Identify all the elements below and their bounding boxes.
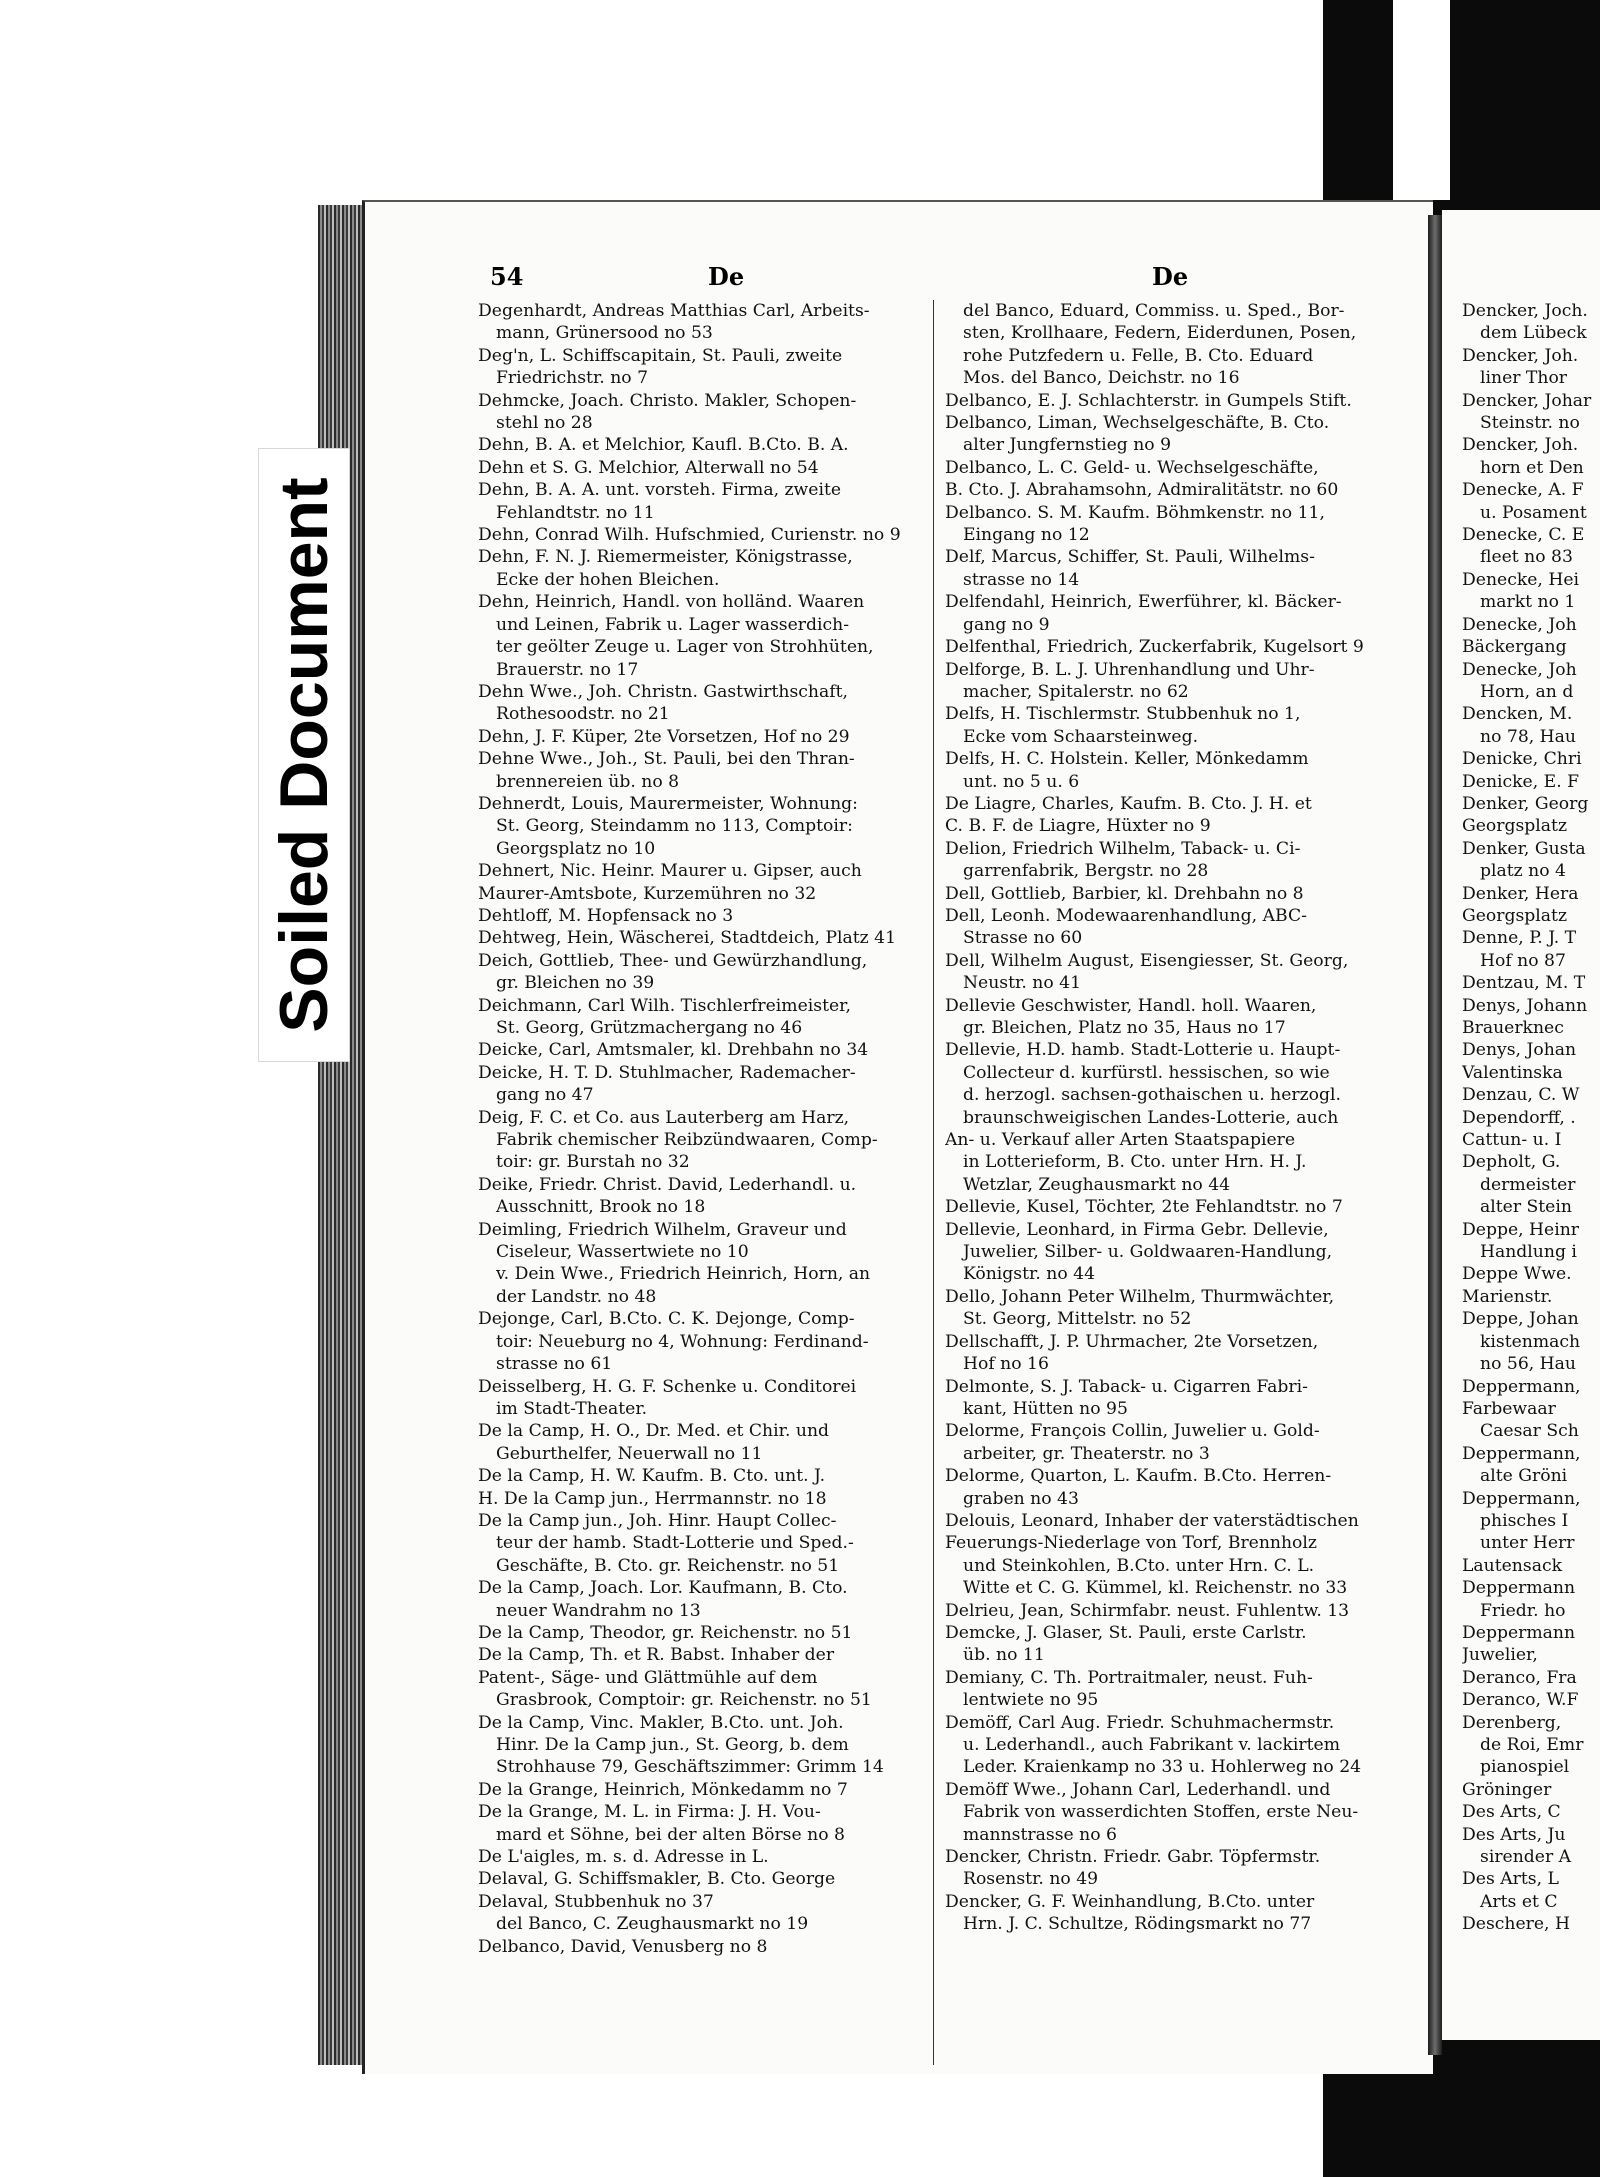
directory-line: Delbanco, E. J. Schlachterstr. in Gumpels Stift. (945, 390, 1352, 411)
directory-line: Deimling, Friedrich Wilhelm, Graveur und (478, 1219, 847, 1240)
directory-line: Wetzlar, Zeughausmarkt no 44 (963, 1174, 1231, 1195)
directory-line: Strohhause 79, Geschäftszimmer: Grimm 14 (496, 1757, 884, 1778)
directory-line: alter Jungfernstieg no 9 (963, 435, 1172, 456)
directory-line: platz no 4 (1480, 861, 1566, 882)
directory-line: Ausschnitt, Brook no 18 (496, 1197, 706, 1218)
directory-line: Ciseleur, Wassertwiete no 10 (496, 1242, 749, 1263)
directory-line: Bäckergang (1462, 637, 1567, 658)
directory-line: Rothesoodstr. no 21 (496, 704, 670, 725)
directory-line: Delbanco. S. M. Kaufm. Böhmkenstr. no 11, (945, 502, 1325, 523)
directory-line: neuer Wandrahm no 13 (496, 1600, 701, 1621)
directory-line: rohe Putzfedern u. Felle, B. Cto. Eduard (963, 345, 1314, 366)
directory-line: macher, Spitalerstr. no 62 (963, 681, 1189, 702)
directory-line: Caesar Sch (1480, 1421, 1579, 1442)
directory-line: Deschere, H (1462, 1914, 1570, 1935)
directory-line: Feuerungs-Niederlage von Torf, Brennholz (945, 1533, 1317, 1554)
directory-line: Delrieu, Jean, Schirmfabr. neust. Fuhlentw. 13 (945, 1600, 1350, 1621)
directory-line: Strasse no 60 (963, 928, 1083, 949)
directory-line: gang no 9 (963, 614, 1050, 635)
directory-line: alte Gröni (1480, 1466, 1568, 1487)
directory-line: u. Lederhandl., auch Fabrikant v. lackirtem (963, 1735, 1341, 1755)
directory-line: mann, Grünersood no 53 (496, 323, 713, 344)
directory-line: H. De la Camp jun., Herrmannstr. no 18 (478, 1488, 827, 1509)
directory-line: Deichmann, Carl Wilh. Tischlerfreimeister, (478, 995, 851, 1016)
directory-line: Deike, Friedr. Christ. David, Lederhandl. u. (478, 1174, 857, 1195)
directory-line: Des Arts, C (1462, 1802, 1561, 1823)
directory-line: Dehmcke, Joach. Christo. Makler, Schopen- (478, 390, 857, 411)
directory-line: Denker, Gusta (1462, 838, 1586, 859)
directory-line: Dehn, Conrad Wilh. Hufschmied, Curienstr. no 9 (478, 525, 901, 546)
directory-line: Georgsplatz no 10 (496, 838, 656, 859)
directory-line: Dell, Wilhelm August, Eisengiesser, St. Georg, (945, 950, 1349, 971)
directory-line: Deppermann (1462, 1578, 1576, 1599)
directory-line: Demcke, J. Glaser, St. Pauli, erste Carlstr. (945, 1622, 1307, 1643)
directory-line: Maurer-Amtsbote, Kurzemühren no 32 (478, 883, 817, 904)
directory-line: Deppe, Johan (1462, 1309, 1579, 1330)
directory-line: Friedrichstr. no 7 (496, 368, 649, 389)
directory-line: pianospiel (1480, 1757, 1570, 1778)
directory-line: mard et Söhne, bei der alten Börse no 8 (496, 1824, 845, 1845)
directory-line: Brauerknec (1462, 1018, 1564, 1038)
directory-line: Demöff Wwe., Johann Carl, Lederhandl. und (945, 1779, 1331, 1800)
directory-line: Denzau, C. W (1462, 1085, 1580, 1106)
directory-line: Farbewaar (1462, 1398, 1556, 1419)
directory-line: markt no 1 (1480, 592, 1576, 613)
directory-line: kant, Hütten no 95 (963, 1398, 1128, 1419)
directory-line: Des Arts, Ju (1462, 1824, 1566, 1845)
directory-line: Dellevie, H.D. hamb. Stadt-Lotterie u. Haupt- (945, 1040, 1341, 1061)
directory-line: Eingang no 12 (963, 525, 1090, 546)
directory-line: Dencker, Joh. (1462, 435, 1579, 456)
directory-line: Deranco, Fra (1462, 1667, 1577, 1688)
directory-line: Delaval, G. Schiffsmakler, B. Cto. George (478, 1869, 836, 1890)
directory-line: Dehn, B. A. et Melchior, Kaufl. B.Cto. B. A. (478, 435, 849, 456)
directory-line: Delmonte, S. J. Taback- u. Cigarren Fabri- (945, 1376, 1308, 1397)
directory-line: Deich, Gottlieb, Thee- und Gewürzhandlung, (478, 950, 868, 971)
directory-line: Denys, Johan (1462, 1040, 1577, 1061)
directory-line: u. Posament (1480, 502, 1587, 523)
directory-line: Delfendahl, Heinrich, Ewerführer, kl. Bäcker- (945, 592, 1342, 613)
directory-line: del Banco, Eduard, Commiss. u. Sped., Bor- (963, 301, 1345, 321)
directory-line: Delaval, Stubbenhuk no 37 (478, 1891, 714, 1912)
directory-line: Neustr. no 41 (963, 973, 1082, 994)
directory-line: Grasbrook, Comptoir: gr. Reichenstr. no 51 (496, 1690, 872, 1711)
directory-line: unter Herr (1480, 1533, 1575, 1554)
directory-line: Denicke, E. F (1462, 771, 1580, 792)
directory-line: und Leinen, Fabrik u. Lager wasserdich- (496, 614, 850, 635)
directory-line: toir: Neueburg no 4, Wohnung: Ferdinand- (496, 1331, 869, 1352)
directory-line: St. Georg, Mittelstr. no 52 (963, 1309, 1192, 1330)
directory-line: Gröninger (1462, 1779, 1552, 1800)
scan-background-strip (1393, 0, 1450, 200)
directory-line: St. Georg, Steindamm no 113, Comptoir: (496, 816, 853, 837)
directory-line: garrenfabrik, Bergstr. no 28 (963, 861, 1209, 882)
directory-line: Delbanco, David, Venusberg no 8 (478, 1936, 768, 1957)
soiled-document-stamp (258, 448, 350, 1062)
column-header-right: De (1152, 262, 1189, 291)
directory-line: Delforge, B. L. J. Uhrenhandlung und Uhr- (945, 659, 1315, 680)
directory-line: Delfs, H. C. Holstein. Keller, Mönkedamm (945, 749, 1309, 770)
directory-line: lentwiete no 95 (963, 1690, 1099, 1711)
stamp-label: Soiled Document (266, 477, 342, 1033)
directory-line: Dehn, F. N. J. Riemermeister, Königstrasse, (478, 547, 853, 568)
directory-line: arbeiter, gr. Theaterstr. no 3 (963, 1443, 1210, 1464)
directory-line: üb. no 11 (963, 1645, 1045, 1666)
directory-line: Deicke, Carl, Amtsmaler, kl. Drehbahn no 34 (478, 1040, 869, 1061)
directory-line: Geschäfte, B. Cto. gr. Reichenstr. no 51 (496, 1555, 840, 1576)
directory-line: gr. Bleichen, Platz no 35, Haus no 17 (963, 1018, 1286, 1038)
directory-line: Dependorff, . (1462, 1107, 1576, 1128)
page-number: 54 (490, 262, 524, 291)
directory-line: Denecke, A. F (1462, 480, 1584, 501)
directory-line: strasse no 61 (496, 1354, 613, 1375)
directory-line: Deppe Wwe. (1462, 1264, 1572, 1285)
directory-line: Hof no 87 (1480, 950, 1566, 971)
directory-line: Hof no 16 (963, 1354, 1049, 1375)
directory-line: Arts et C (1480, 1891, 1558, 1912)
directory-line: Delbanco, L. C. Geld- u. Wechselgeschäfte, (945, 457, 1319, 478)
directory-line: De la Grange, M. L. in Firma: J. H. Vou- (478, 1802, 821, 1823)
directory-line: Steinstr. no (1480, 413, 1580, 434)
directory-line: Denicke, Chri (1462, 749, 1582, 770)
directory-line: Dencken, M. (1462, 704, 1573, 725)
directory-line: gang no 47 (496, 1085, 594, 1106)
directory-line: Degenhardt, Andreas Matthias Carl, Arbeits- (478, 301, 870, 321)
directory-line: Dencker, G. F. Weinhandlung, B.Cto. unter (945, 1891, 1315, 1912)
directory-line: De la Grange, Heinrich, Mönkedamm no 7 (478, 1779, 848, 1800)
directory-line: de Roi, Emr (1480, 1735, 1584, 1755)
directory-line: De L'aigles, m. s. d. Adresse in L. (478, 1847, 769, 1868)
directory-line: Mos. del Banco, Deichstr. no 16 (963, 368, 1240, 389)
directory-line: Deg'n, L. Schiffscapitain, St. Pauli, zweite (478, 345, 843, 366)
directory-line: unt. no 5 u. 6 (963, 771, 1080, 792)
directory-line: Deppermann, (1462, 1443, 1581, 1464)
directory-line: Dehn Wwe., Joh. Christn. Gastwirthschaft, (478, 681, 848, 702)
directory-line: alter Stein (1480, 1197, 1572, 1218)
directory-line: gr. Bleichen no 39 (496, 973, 655, 994)
directory-line: Rosenstr. no 49 (963, 1869, 1099, 1890)
directory-column-right (945, 300, 1393, 1936)
directory-line: horn et Den (1480, 457, 1584, 478)
directory-line: Dell, Leonh. Modewaarenhandlung, ABC- (945, 905, 1307, 926)
directory-line: Denys, Johann (1462, 995, 1588, 1016)
directory-line: Dehne Wwe., Joh., St. Pauli, bei den Thran- (478, 749, 855, 770)
directory-line: Dellevie, Kusel, Töchter, 2te Fehlandtstr. no 7 (945, 1197, 1343, 1218)
directory-line: del Banco, C. Zeughausmarkt no 19 (496, 1914, 809, 1935)
directory-line: no 56, Hau (1480, 1354, 1576, 1375)
column-header-left: De (708, 262, 745, 291)
directory-line: Friedr. ho (1480, 1600, 1566, 1621)
directory-line: Handlung i (1480, 1242, 1577, 1263)
directory-line: ter geölter Zeuge u. Lager von Strohhüten, (496, 637, 874, 658)
directory-line: d. herzogl. sachsen-gothaischen u. herzogl. (963, 1085, 1341, 1106)
directory-line: Delorme, Quarton, L. Kaufm. B.Cto. Herren- (945, 1466, 1332, 1487)
directory-line: Dehnert, Nic. Heinr. Maurer u. Gipser, auch (478, 861, 862, 882)
directory-line: De la Camp, H. O., Dr. Med. et Chir. und (478, 1421, 830, 1442)
directory-line: De la Camp, Th. et R. Babst. Inhaber der (478, 1645, 835, 1666)
directory-column-left (478, 300, 930, 1958)
directory-line: sten, Krollhaare, Federn, Eiderdunen, Posen, (963, 323, 1357, 344)
directory-line: Marienstr. (1462, 1286, 1553, 1307)
directory-line: v. Dein Wwe., Friedrich Heinrich, Horn, an (496, 1264, 871, 1285)
directory-line: Deisselberg, H. G. F. Schenke u. Conditorei (478, 1376, 857, 1397)
directory-line: Des Arts, L (1462, 1869, 1559, 1890)
directory-line: Valentinska (1462, 1062, 1563, 1083)
directory-line: B. Cto. J. Abrahamsohn, Admiralitätstr. no 60 (945, 480, 1339, 501)
directory-line: De la Camp, Vinc. Makler, B.Cto. unt. Joh. (478, 1712, 844, 1733)
directory-line: Dellevie Geschwister, Handl. holl. Waaren, (945, 995, 1317, 1016)
directory-line: Derenberg, (1462, 1712, 1562, 1733)
directory-line: strasse no 14 (963, 569, 1080, 590)
directory-line: graben no 43 (963, 1488, 1079, 1509)
directory-line: Dehn, Heinrich, Handl. von holländ. Waaren (478, 592, 865, 613)
directory-line: Dentzau, M. T (1462, 973, 1586, 994)
directory-line: De Liagre, Charles, Kaufm. B. Cto. J. H. et (945, 793, 1312, 814)
directory-line: Juwelier, (1462, 1645, 1538, 1666)
directory-line: Dehtweg, Hein, Wäscherei, Stadtdeich, Platz 41 (478, 928, 897, 949)
directory-line: Cattun- u. I (1462, 1130, 1562, 1151)
directory-line: sirender A (1480, 1847, 1572, 1868)
directory-line: Denker, Hera (1462, 883, 1579, 904)
directory-line: Delfs, H. Tischlermstr. Stubbenhuk no 1, (945, 704, 1301, 725)
directory-line: Delion, Friedrich Wilhelm, Taback- u. Ci- (945, 838, 1301, 859)
directory-line: stehl no 28 (496, 413, 593, 434)
directory-line: Fabrik von wasserdichten Stoffen, erste Neu- (963, 1802, 1359, 1823)
directory-line: De la Camp, H. W. Kaufm. B. Cto. unt. J. (478, 1466, 826, 1487)
directory-line: Dehn, J. F. Küper, 2te Vorsetzen, Hof no 29 (478, 726, 850, 747)
directory-line: Deppermann, (1462, 1376, 1581, 1397)
directory-line: Denecke, Joh (1462, 614, 1577, 635)
directory-line: St. Georg, Grützmachergang no 46 (496, 1018, 803, 1038)
directory-line: und Steinkohlen, B.Cto. unter Hrn. C. L. (963, 1555, 1315, 1576)
directory-line: Dehn, B. A. A. unt. vorsteh. Firma, zweite (478, 480, 842, 501)
directory-line: Brauerstr. no 17 (496, 659, 639, 680)
directory-line: Denne, P. J. T (1462, 928, 1577, 949)
directory-line: Demöff, Carl Aug. Friedr. Schuhmachermstr. (945, 1712, 1335, 1733)
directory-line: Lautensack (1462, 1555, 1562, 1576)
directory-line: fleet no 83 (1480, 547, 1573, 568)
directory-line: Denker, Georg (1462, 793, 1589, 814)
directory-line: Dehnerdt, Louis, Maurermeister, Wohnung: (478, 793, 858, 814)
directory-line: dem Lübeck (1480, 323, 1587, 344)
directory-line: Dejonge, Carl, B.Cto. C. K. Dejonge, Comp- (478, 1309, 855, 1330)
directory-line: Deppermann, (1462, 1488, 1581, 1509)
directory-line: Dehtloff, M. Hopfensack no 3 (478, 905, 734, 926)
directory-line: Dencker, Johar (1462, 390, 1592, 411)
directory-line: Georgsplatz (1462, 816, 1567, 837)
directory-line: Leder. Kraienkamp no 33 u. Hohlerweg no 24 (963, 1757, 1362, 1778)
next-page-column (1462, 300, 1600, 1936)
directory-line: Dencker, Joch. (1462, 301, 1588, 321)
directory-line: Dehn et S. G. Melchior, Alterwall no 54 (478, 457, 819, 478)
directory-line: Deppermann (1462, 1622, 1576, 1643)
directory-line: Patent-, Säge- und Glättmühle auf dem (478, 1667, 818, 1688)
directory-line: Deppe, Heinr (1462, 1219, 1579, 1240)
column-divider (933, 300, 934, 2065)
directory-line: Hinr. De la Camp jun., St. Georg, b. dem (496, 1735, 849, 1755)
book-gutter (1428, 215, 1442, 2055)
directory-line: Hrn. J. C. Schultze, Rödingsmarkt no 77 (963, 1914, 1312, 1935)
directory-line: Witte et C. G. Kümmel, kl. Reichenstr. no 33 (963, 1578, 1348, 1599)
directory-line: Georgsplatz (1462, 905, 1567, 926)
directory-line: Delorme, François Collin, Juwelier u. Gold- (945, 1421, 1320, 1442)
directory-line: Deicke, H. T. D. Stuhlmacher, Rademacher- (478, 1062, 856, 1083)
directory-line: Denecke, Hei (1462, 569, 1579, 590)
directory-line: Juwelier, Silber- u. Goldwaaren-Handlung, (963, 1242, 1333, 1263)
directory-line: liner Thor (1480, 368, 1568, 389)
directory-line: Denecke, Joh (1462, 659, 1577, 680)
directory-line: Geburthelfer, Neuerwall no 11 (496, 1443, 763, 1464)
directory-line: Ecke vom Schaarsteinweg. (963, 726, 1199, 747)
directory-line: Dencker, Joh. (1462, 345, 1579, 366)
directory-line: toir: gr. Burstah no 32 (496, 1152, 690, 1173)
directory-line: De la Camp jun., Joh. Hinr. Haupt Collec- (478, 1510, 837, 1531)
directory-line: De la Camp, Theodor, gr. Reichenstr. no 51 (478, 1622, 853, 1643)
directory-line: Fabrik chemischer Reibzündwaaren, Comp- (496, 1130, 878, 1151)
directory-line: brennereien üb. no 8 (496, 771, 680, 792)
directory-line: Dencker, Christn. Friedr. Gabr. Töpfermstr. (945, 1847, 1321, 1868)
directory-line: braunschweigischen Landes-Lotterie, auch (963, 1107, 1339, 1128)
directory-line: Dell, Gottlieb, Barbier, kl. Drehbahn no 8 (945, 883, 1304, 904)
directory-line: C. B. F. de Liagre, Hüxter no 9 (945, 816, 1211, 837)
directory-line: im Stadt-Theater. (496, 1398, 648, 1419)
directory-line: Delbanco, Liman, Wechselgeschäfte, B. Cto. (945, 413, 1330, 434)
directory-line: kistenmach (1480, 1331, 1581, 1352)
directory-line: in Lotterieform, B. Cto. unter Hrn. H. J. (963, 1152, 1307, 1173)
directory-line: Demiany, C. Th. Portraitmaler, neust. Fuh- (945, 1667, 1313, 1688)
directory-line: teur der hamb. Stadt-Lotterie und Sped.- (496, 1533, 854, 1554)
directory-line: Königstr. no 44 (963, 1264, 1096, 1285)
directory-line: Ecke der hohen Bleichen. (496, 569, 720, 590)
directory-line: Fehlandtstr. no 11 (496, 502, 655, 523)
directory-line: phisches I (1480, 1510, 1569, 1531)
directory-line: An- u. Verkauf aller Arten Staatspapiere (945, 1130, 1296, 1151)
directory-line: Dello, Johann Peter Wilhelm, Thurmwächter, (945, 1286, 1335, 1307)
directory-line: Dellevie, Leonhard, in Firma Gebr. Dellevie, (945, 1219, 1329, 1240)
directory-line: der Landstr. no 48 (496, 1286, 657, 1307)
directory-line: De la Camp, Joach. Lor. Kaufmann, B. Cto. (478, 1578, 848, 1599)
directory-line: Depholt, G. (1462, 1152, 1561, 1173)
directory-line: Denecke, C. E (1462, 525, 1585, 546)
directory-line: Deig, F. C. et Co. aus Lauterberg am Harz, (478, 1107, 850, 1128)
directory-line: Delf, Marcus, Schiffer, St. Pauli, Wilhelms- (945, 547, 1315, 568)
directory-line: Delouis, Leonard, Inhaber der vaterstädtischen (945, 1510, 1359, 1531)
directory-line: Deranco, W.F (1462, 1690, 1579, 1711)
directory-line: Horn, an d (1480, 681, 1574, 702)
directory-line: dermeister (1480, 1174, 1576, 1195)
directory-line: Delfenthal, Friedrich, Zuckerfabrik, Kugelsort 9 (945, 637, 1364, 658)
directory-line: Dellschafft, J. P. Uhrmacher, 2te Vorsetzen, (945, 1331, 1319, 1352)
directory-line: mannstrasse no 6 (963, 1824, 1117, 1845)
directory-line: no 78, Hau (1480, 726, 1576, 747)
directory-line: Collecteur d. kurfürstl. hessischen, so wie (963, 1062, 1330, 1083)
